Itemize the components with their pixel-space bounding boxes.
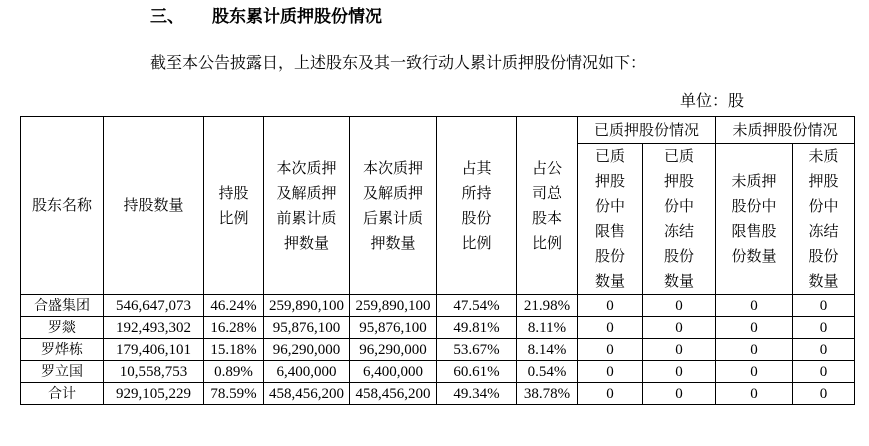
cell-pledged-frozen: 0: [643, 295, 716, 317]
cell-name: 罗燚: [21, 317, 104, 339]
cell-ratio: 0.89%: [204, 361, 264, 383]
section-number: 三、: [150, 7, 184, 27]
cell-after: 95,876,100: [350, 317, 437, 339]
cell-shares: 10,558,753: [104, 361, 204, 383]
cell-unpledged-restricted: 0: [716, 317, 793, 339]
header-after: 本次质押 及解质押 后累计质 押数量: [350, 117, 437, 295]
header-ratio: 持股 比例: [204, 117, 264, 295]
cell-ratio: 78.59%: [204, 383, 264, 405]
cell-unpledged-restricted: 0: [716, 339, 793, 361]
header-unpledged-frozen: 未质 押股 份中 冻结 股份 数量: [793, 144, 855, 295]
cell-name: 合盛集团: [21, 295, 104, 317]
header-shares: 持股数量: [104, 117, 204, 295]
table-row-total: [21, 383, 855, 405]
cell-unpledged-restricted: 0: [716, 361, 793, 383]
cell-pct-total: 8.14%: [517, 339, 578, 361]
cell-after: 458,456,200: [350, 383, 437, 405]
header-pct-total: 占公 司总 股本 比例: [517, 117, 578, 295]
cell-after: 259,890,100: [350, 295, 437, 317]
cell-pledged-restricted: 0: [578, 339, 643, 361]
cell-pledged-frozen: 0: [643, 339, 716, 361]
cell-unpledged-restricted: 0: [716, 383, 793, 405]
cell-unpledged-frozen: 0: [793, 361, 855, 383]
cell-before: 458,456,200: [264, 383, 350, 405]
header-pct-own: 占其 所持 股份 比例: [437, 117, 517, 295]
section-title: 股东累计质押股份情况: [212, 7, 382, 27]
cell-pct-total: 38.78%: [517, 383, 578, 405]
header-before: 本次质押 及解质押 前累计质 押数量: [264, 117, 350, 295]
cell-pledged-restricted: 0: [578, 361, 643, 383]
cell-pledged-frozen: 0: [643, 383, 716, 405]
cell-pledged-restricted: 0: [578, 383, 643, 405]
cell-pct-own: 47.54%: [437, 295, 517, 317]
table-row: [21, 317, 855, 339]
cell-pledged-restricted: 0: [578, 317, 643, 339]
cell-after: 6,400,000: [350, 361, 437, 383]
cell-ratio: 16.28%: [204, 317, 264, 339]
intro-paragraph: 截至本公告披露日，上述股东及其一致行动人累计质押股份情况如下：: [150, 53, 647, 72]
cell-shares: 546,647,073: [104, 295, 204, 317]
cell-after: 96,290,000: [350, 339, 437, 361]
cell-name: 罗立国: [21, 361, 104, 383]
cell-pct-own: 49.34%: [437, 383, 517, 405]
cell-pct-total: 0.54%: [517, 361, 578, 383]
cell-pledged-frozen: 0: [643, 317, 716, 339]
cell-unpledged-restricted: 0: [716, 295, 793, 317]
cell-pct-total: 8.11%: [517, 317, 578, 339]
table-row: [21, 295, 855, 317]
cell-pct-own: 60.61%: [437, 361, 517, 383]
header-unpledged-restricted: 未质押 股份中 限售股 份数量: [716, 144, 793, 295]
header-pledged-restricted: 已质 押股 份中 限售 股份 数量: [578, 144, 643, 295]
cell-unpledged-frozen: 0: [793, 383, 855, 405]
cell-name: 罗烨栋: [21, 339, 104, 361]
unit-label: 单位：股: [680, 91, 745, 110]
cell-name: 合计: [21, 383, 104, 405]
cell-ratio: 46.24%: [204, 295, 264, 317]
cell-before: 96,290,000: [264, 339, 350, 361]
cell-before: 95,876,100: [264, 317, 350, 339]
cell-unpledged-frozen: 0: [793, 317, 855, 339]
header-pledged-frozen: 已质 押股 份中 冻结 股份 数量: [643, 144, 716, 295]
cell-pct-own: 49.81%: [437, 317, 517, 339]
cell-shares: 179,406,101: [104, 339, 204, 361]
cell-shares: 929,105,229: [104, 383, 204, 405]
section-heading: [150, 2, 382, 27]
cell-ratio: 15.18%: [204, 339, 264, 361]
cell-pct-own: 53.67%: [437, 339, 517, 361]
cell-unpledged-frozen: 0: [793, 339, 855, 361]
header-name: 股东名称: [21, 117, 104, 295]
cell-pct-total: 21.98%: [517, 295, 578, 317]
header-pledged-group: 已质押股份情况: [578, 117, 716, 144]
cell-unpledged-frozen: 0: [793, 295, 855, 317]
cell-pledged-restricted: 0: [578, 295, 643, 317]
cell-before: 6,400,000: [264, 361, 350, 383]
cell-shares: 192,493,302: [104, 317, 204, 339]
pledge-table: [20, 116, 855, 405]
cell-pledged-frozen: 0: [643, 361, 716, 383]
table-row: [21, 339, 855, 361]
header-unpledged-group: 未质押股份情况: [716, 117, 855, 144]
cell-before: 259,890,100: [264, 295, 350, 317]
table-row: [21, 361, 855, 383]
